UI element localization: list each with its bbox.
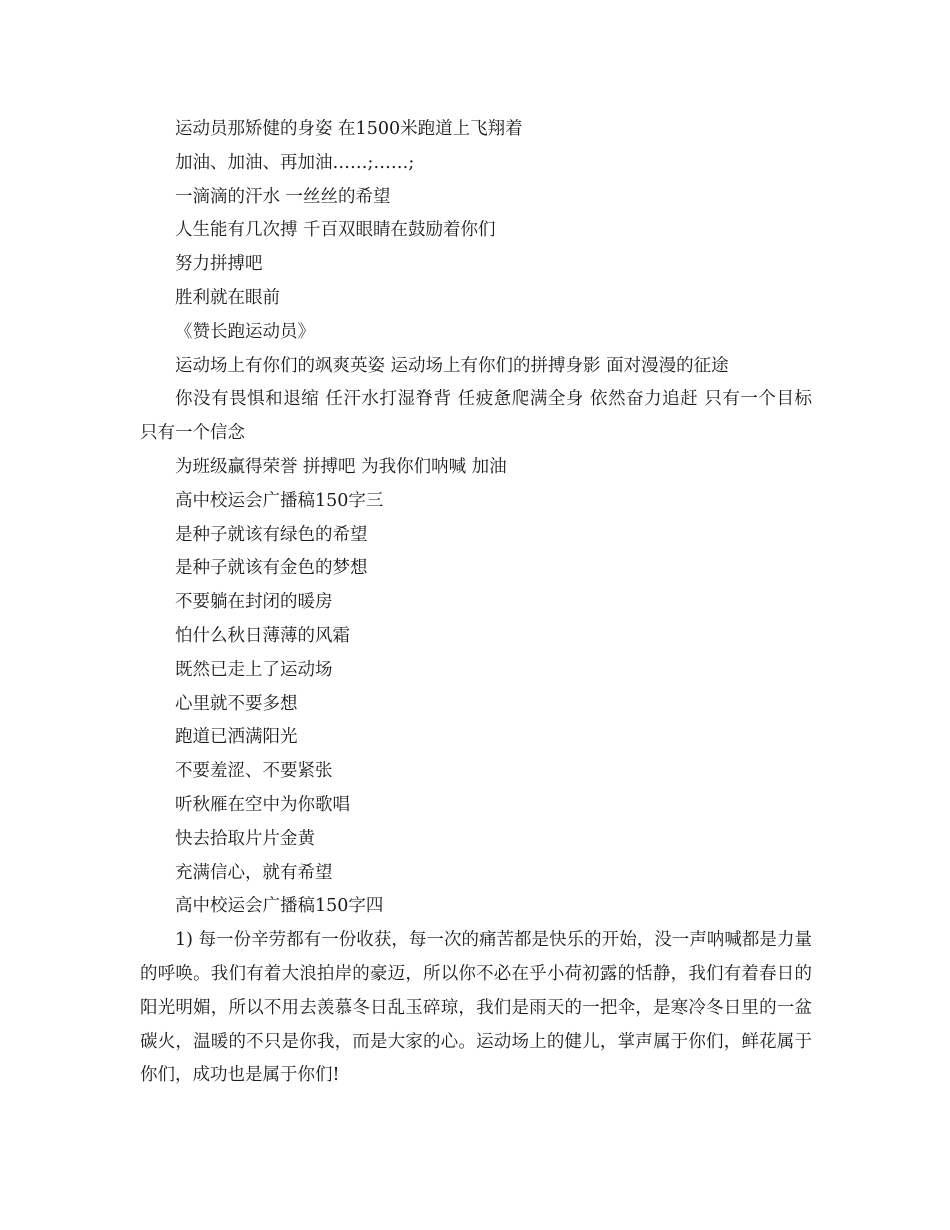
- text-line: 努力拼搏吧: [175, 254, 263, 275]
- text-line: 为班级赢得荣誉 拼搏吧 为我你们呐喊 加油: [175, 456, 507, 477]
- text-line: 是种子就该有绿色的希望: [175, 524, 368, 545]
- text-line: 是种子就该有金色的梦想: [175, 558, 368, 579]
- text-line: 运动场上有你们的飒爽英姿 运动场上有你们的拼搏身影 面对漫漫的征途: [175, 355, 729, 376]
- text-line: 运动员那矫健的身姿 在1500米跑道上飞翔着: [175, 119, 523, 139]
- text-line: 快去拾取片片金黄: [175, 828, 315, 849]
- text-line: 跑道已洒满阳光: [175, 727, 298, 748]
- text-line: 加油、加油、再加油……;……;: [175, 152, 415, 173]
- text-paragraph: 1) 每一份辛劳都有一份收获，每一次的痛苦都是快乐的开始，没一声呐喊都是力量的呼唤。我们有着大浪拍岸的豪迈，所以你不必在乎小荷初露的恬静，我们有着春日的阳光明媚，所以不用去羡慕冬日乱玉碎琼，我们是雨天的一把伞，是寒冷冬日里的一盆碳火，温暖的不只是你我，而是大家的心。运动场上的健儿，掌声属于你们，鲜花属于你们，成功也是属于你们!: [140, 930, 812, 1086]
- text-line: 人生能有几次搏 千百双眼睛在鼓励着你们: [175, 220, 496, 241]
- text-line: 充满信心，就有希望: [175, 862, 333, 883]
- section-heading: 高中校运会广播稿150字四: [175, 896, 384, 917]
- section-heading: 高中校运会广播稿150字三: [175, 490, 384, 511]
- text-line: 听秋雁在空中为你歌唱: [175, 794, 350, 815]
- text-line: 怕什么秋日薄薄的风霜: [175, 625, 350, 646]
- text-line: 不要羞涩、不要紧张: [175, 761, 333, 782]
- document-body: [140, 113, 812, 1093]
- text-line: 不要躺在封闭的暖房: [175, 592, 333, 613]
- text-paragraph: 你没有畏惧和退缩 任汗水打湿脊背 任疲惫爬满全身 依然奋力追赶 只有一个目标 只有一个信念: [140, 389, 812, 444]
- text-line: 一滴滴的汗水 一丝丝的希望: [175, 186, 391, 207]
- text-line: 心里就不要多想: [175, 693, 298, 714]
- text-line: 胜利就在眼前: [175, 287, 280, 308]
- poem-title: 《赞长跑运动员》: [175, 321, 315, 342]
- text-line: 既然已走上了运动场: [175, 659, 333, 680]
